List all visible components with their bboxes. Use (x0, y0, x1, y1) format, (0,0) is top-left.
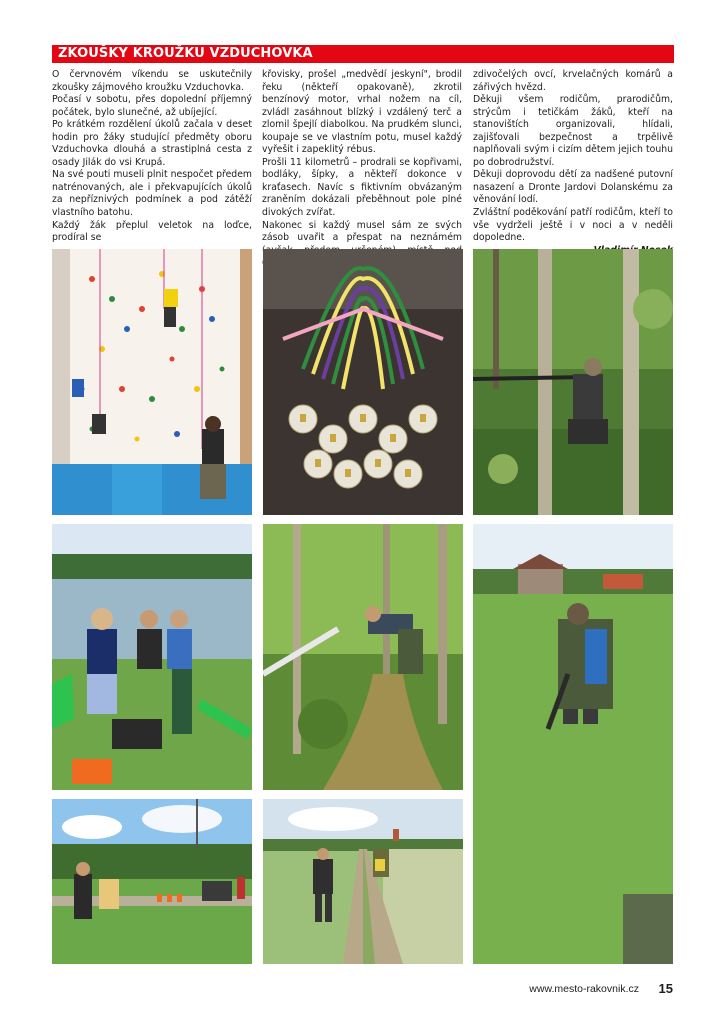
article-title: ZKOUŠKY KROUŽKU VZDUCHOVKA (52, 45, 674, 63)
archery-photo (52, 799, 252, 964)
paragraph: Prošli 11 kilometrů – prodrali se kopřivami, bodláky, šípky, a někteří dokonce v kraťasech. Navíc s fiktivním obvázaným zraněním dokázali přeběhnout pole plné divokých zvířat. (262, 156, 462, 219)
text-column-1 (52, 69, 252, 245)
canoes-photo (52, 524, 252, 790)
paragraph: Každý žák přeplul veletok na loďce, prodíral se (52, 219, 252, 244)
text-column-2 (262, 69, 462, 270)
paragraph: Počasí v sobotu, přes dopolední příjemný počátek, bylo slunečné, až ubíjející. (52, 94, 252, 118)
text-column-3 (473, 69, 673, 257)
paragraph: Děkuji doprovodu dětí za nadšené putovní nasazení a Dronte Jardovi Dolanskému za věnování lodí. (473, 169, 673, 206)
forest-trail-photo (263, 524, 463, 790)
hiker-meadow-photo (473, 524, 673, 964)
paragraph: křovisky, prošel „medvědí jeskyní", brodil řeku (někteří opakovaně), zkrotil benzínový motor, vrhal nožem na cíl, zvládl zasáhnout blízký i vzdálený terč a zlomil špejlí diabolkou. Na prudkém slunci, koupaje se ve vlastním potu, musel každý vyřešit i zapeklitý rébus. (262, 69, 462, 156)
paragraph: Po krátkém rozdělení úkolů začala v deset hodin pro žáky studující předměty oboru Vzduchovka dlouhá a strastiplná cesta z osady Jilák do vsi Krupá. (52, 119, 252, 168)
page-number: 15 (658, 981, 673, 996)
shooting-photo (473, 249, 673, 515)
medals-photo (263, 249, 463, 515)
paragraph: O červnovém víkendu se uskutečnily zkoušky zájmového kroužku Vzduchovka. (52, 69, 252, 93)
paragraph: Děkuji všem rodičům, prarodičům, strýcům i tetičkám žáků, kteří na stanovištích organizovali, hlídali, zajišťovali bezpečnost a trpělivě naplňovali svým i cizím dětem jejich touhu po dobrodružství. (473, 94, 673, 168)
paragraph: Zvláštní poděkování patří rodičům, kteří to vše vydrželi ještě i v noci a v neděli dopoledne. (473, 207, 673, 244)
paragraph: Na své pouti museli plnit nespočet předem natrénovaných, ale i překvapujících úkolů za nepříznivých podmínek a pod zátěží vlastního batohu. (52, 169, 252, 219)
climbing-wall-photo (52, 249, 252, 515)
paragraph: Nakonec si každý musel sám ze svých zásob uvařit a přespat na neznámém (262, 219, 462, 244)
footer-url[interactable]: www.mesto-rakovnik.cz (529, 983, 639, 995)
dirt-road-photo (263, 799, 463, 964)
paragraph: zdivočelých ovcí, krvelačných komárů a zářivých hvězd. (473, 69, 673, 93)
